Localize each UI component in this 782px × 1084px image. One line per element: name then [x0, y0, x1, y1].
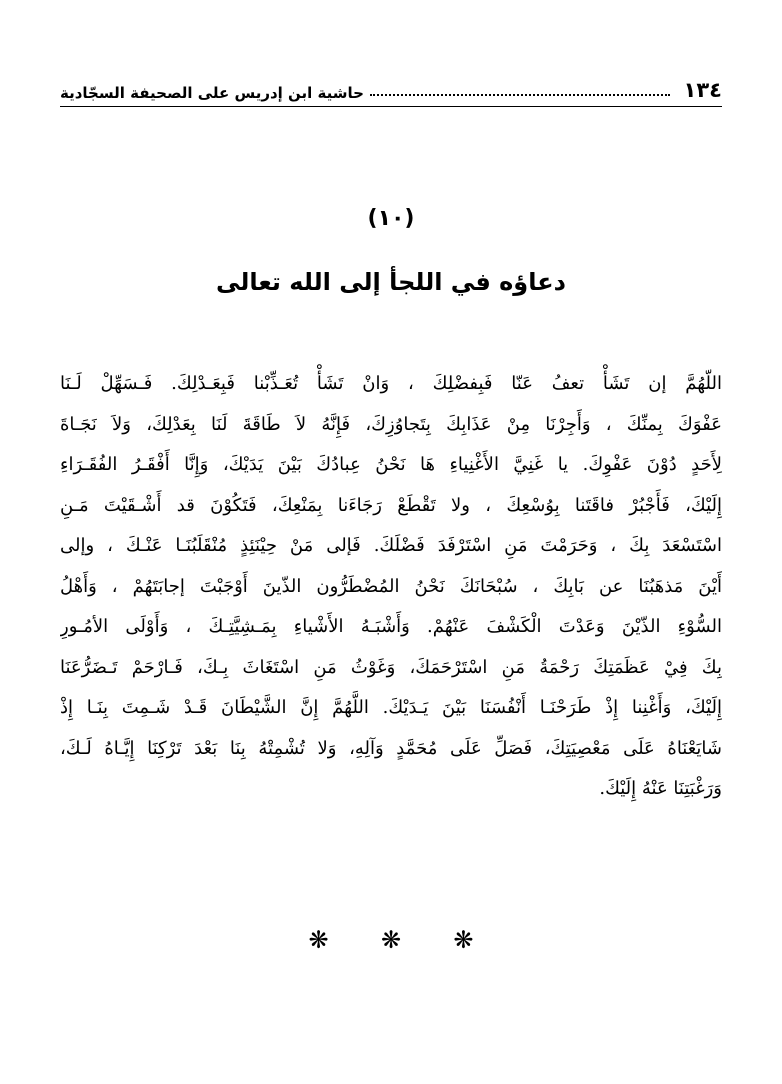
text-line: اللّهُمَّ إن تَشَأْ تعفُ عَنّا فَبِفضْلِكَ ، وَانْ تَشَأْ تُعَـذِّبْنا فَبِعَـدْلِكَ. فَـسَهِّلْ لَـنَا: [60, 373, 722, 394]
asterism-icon: ❋: [380, 926, 402, 954]
text-line: اسْتَسْعَدَ بِكَ ، وَحَرَمْتَ مَنِ اسْتَرْفَدَ فَضْلَكَ. فَإلى مَنْ حِيْنَئِذٍ مُنْقَلَبُنَـا عَنْـكَ ، وإلى: [60, 535, 722, 556]
asterism-icon: ❋: [308, 926, 329, 954]
running-header: [60, 72, 722, 107]
asterism-icon: ❋: [453, 926, 474, 954]
text-line: بِكَ فِيْ عَظَمَتِكَ رَحْمَةُ مَنِ اسْتَرْحَمَكَ، وَغَوْثُ مَنِ اسْتَغَاثَ بِـكَ، فَـارْحَمْ تَـضَرُّعَنَا: [60, 656, 722, 678]
text-line: السُّوْءِ الذّيْنَ وَعَدْتَ الْكَشْفَ عَنْهُمْ. وَأَشْبَـهُ الأَشْياءِ بِمَـشِيَّتِـكَ ، وَأَوْلَى الأمُـورِ: [60, 616, 722, 637]
text-line: لِأَحَدٍ دُوْنَ عَفْوِكَ. يا غَنِيَّ الأَغْنِياءِ هَا نَحْنُ عِبادُكَ بَيْنَ يَدَيْكَ، وَإِنَّا أَفْقَـرُ الفُقَـرَاءِ: [60, 454, 722, 475]
text-line: شَايَعْنَاهُ عَلَى مَعْصِيَتِكَ، فَصَلِّ عَلَى مُحَمَّدٍ وَآلِهِ، وَلا تُشْمِتْهُ بِنَا بَعْدَ تَرْكِنَا إِيَّـاهُ لَـكَ،: [60, 737, 722, 759]
text-line: إِلَيْكَ، وَأَغْنِنا إِذْ طَرَحْنَـا أَنْفُسَنَا بَيْنَ يَـدَيْكَ. اللَّهُمَّ إِنَّ الشَّيْطَانَ قَـدْ شَـمِتَ بِنَـا إِذْ: [60, 697, 722, 718]
running-book-title: حاشية ابن إدريس على الصحيفة السجّادية: [60, 84, 364, 102]
chapter-number: (١٠): [367, 206, 415, 231]
text-line: أَيْنَ مَذهَبُنَا عن بَابِكَ ، سُبْحَانَكَ نَحْنُ المُضْطَرُّون الذّينَ أَوْجَبْتَ إجابَتَهُمْ ، وَأَهْلُ: [60, 575, 722, 597]
text-line: عَفْوَكَ بِمنِّكَ ، وَأَجِرْنَا مِنْ عَذَابِكَ بِتَجاوُزِكَ، فَإِنَّهُ لاَ طَاقَةَ لَنَا بِعَدْلِكَ، وَلاَ نَجَـاةَ: [60, 413, 722, 435]
section-end-ornament: [0, 926, 782, 954]
page-number: ١٣٤: [683, 78, 722, 102]
text-line: إِلَيْكَ، فَأَجْبُرْ فاقَتَنا بِوُسْعِكَ ، ولا تَقْطَعْ رَجَاءَنا بِمَنْعِكَ، فَتَكُوْنَ قد أَشْـقَيْتَ مَـنِ: [60, 494, 722, 516]
header-dot-leader: [370, 94, 670, 96]
chapter-title: دعاؤه في اللجأ إلى الله تعالى: [216, 268, 566, 296]
prayer-text: [60, 364, 722, 810]
text-line: وَرَغْبَتِنَا عَنْهُ إِلَيْكَ.: [599, 778, 722, 799]
